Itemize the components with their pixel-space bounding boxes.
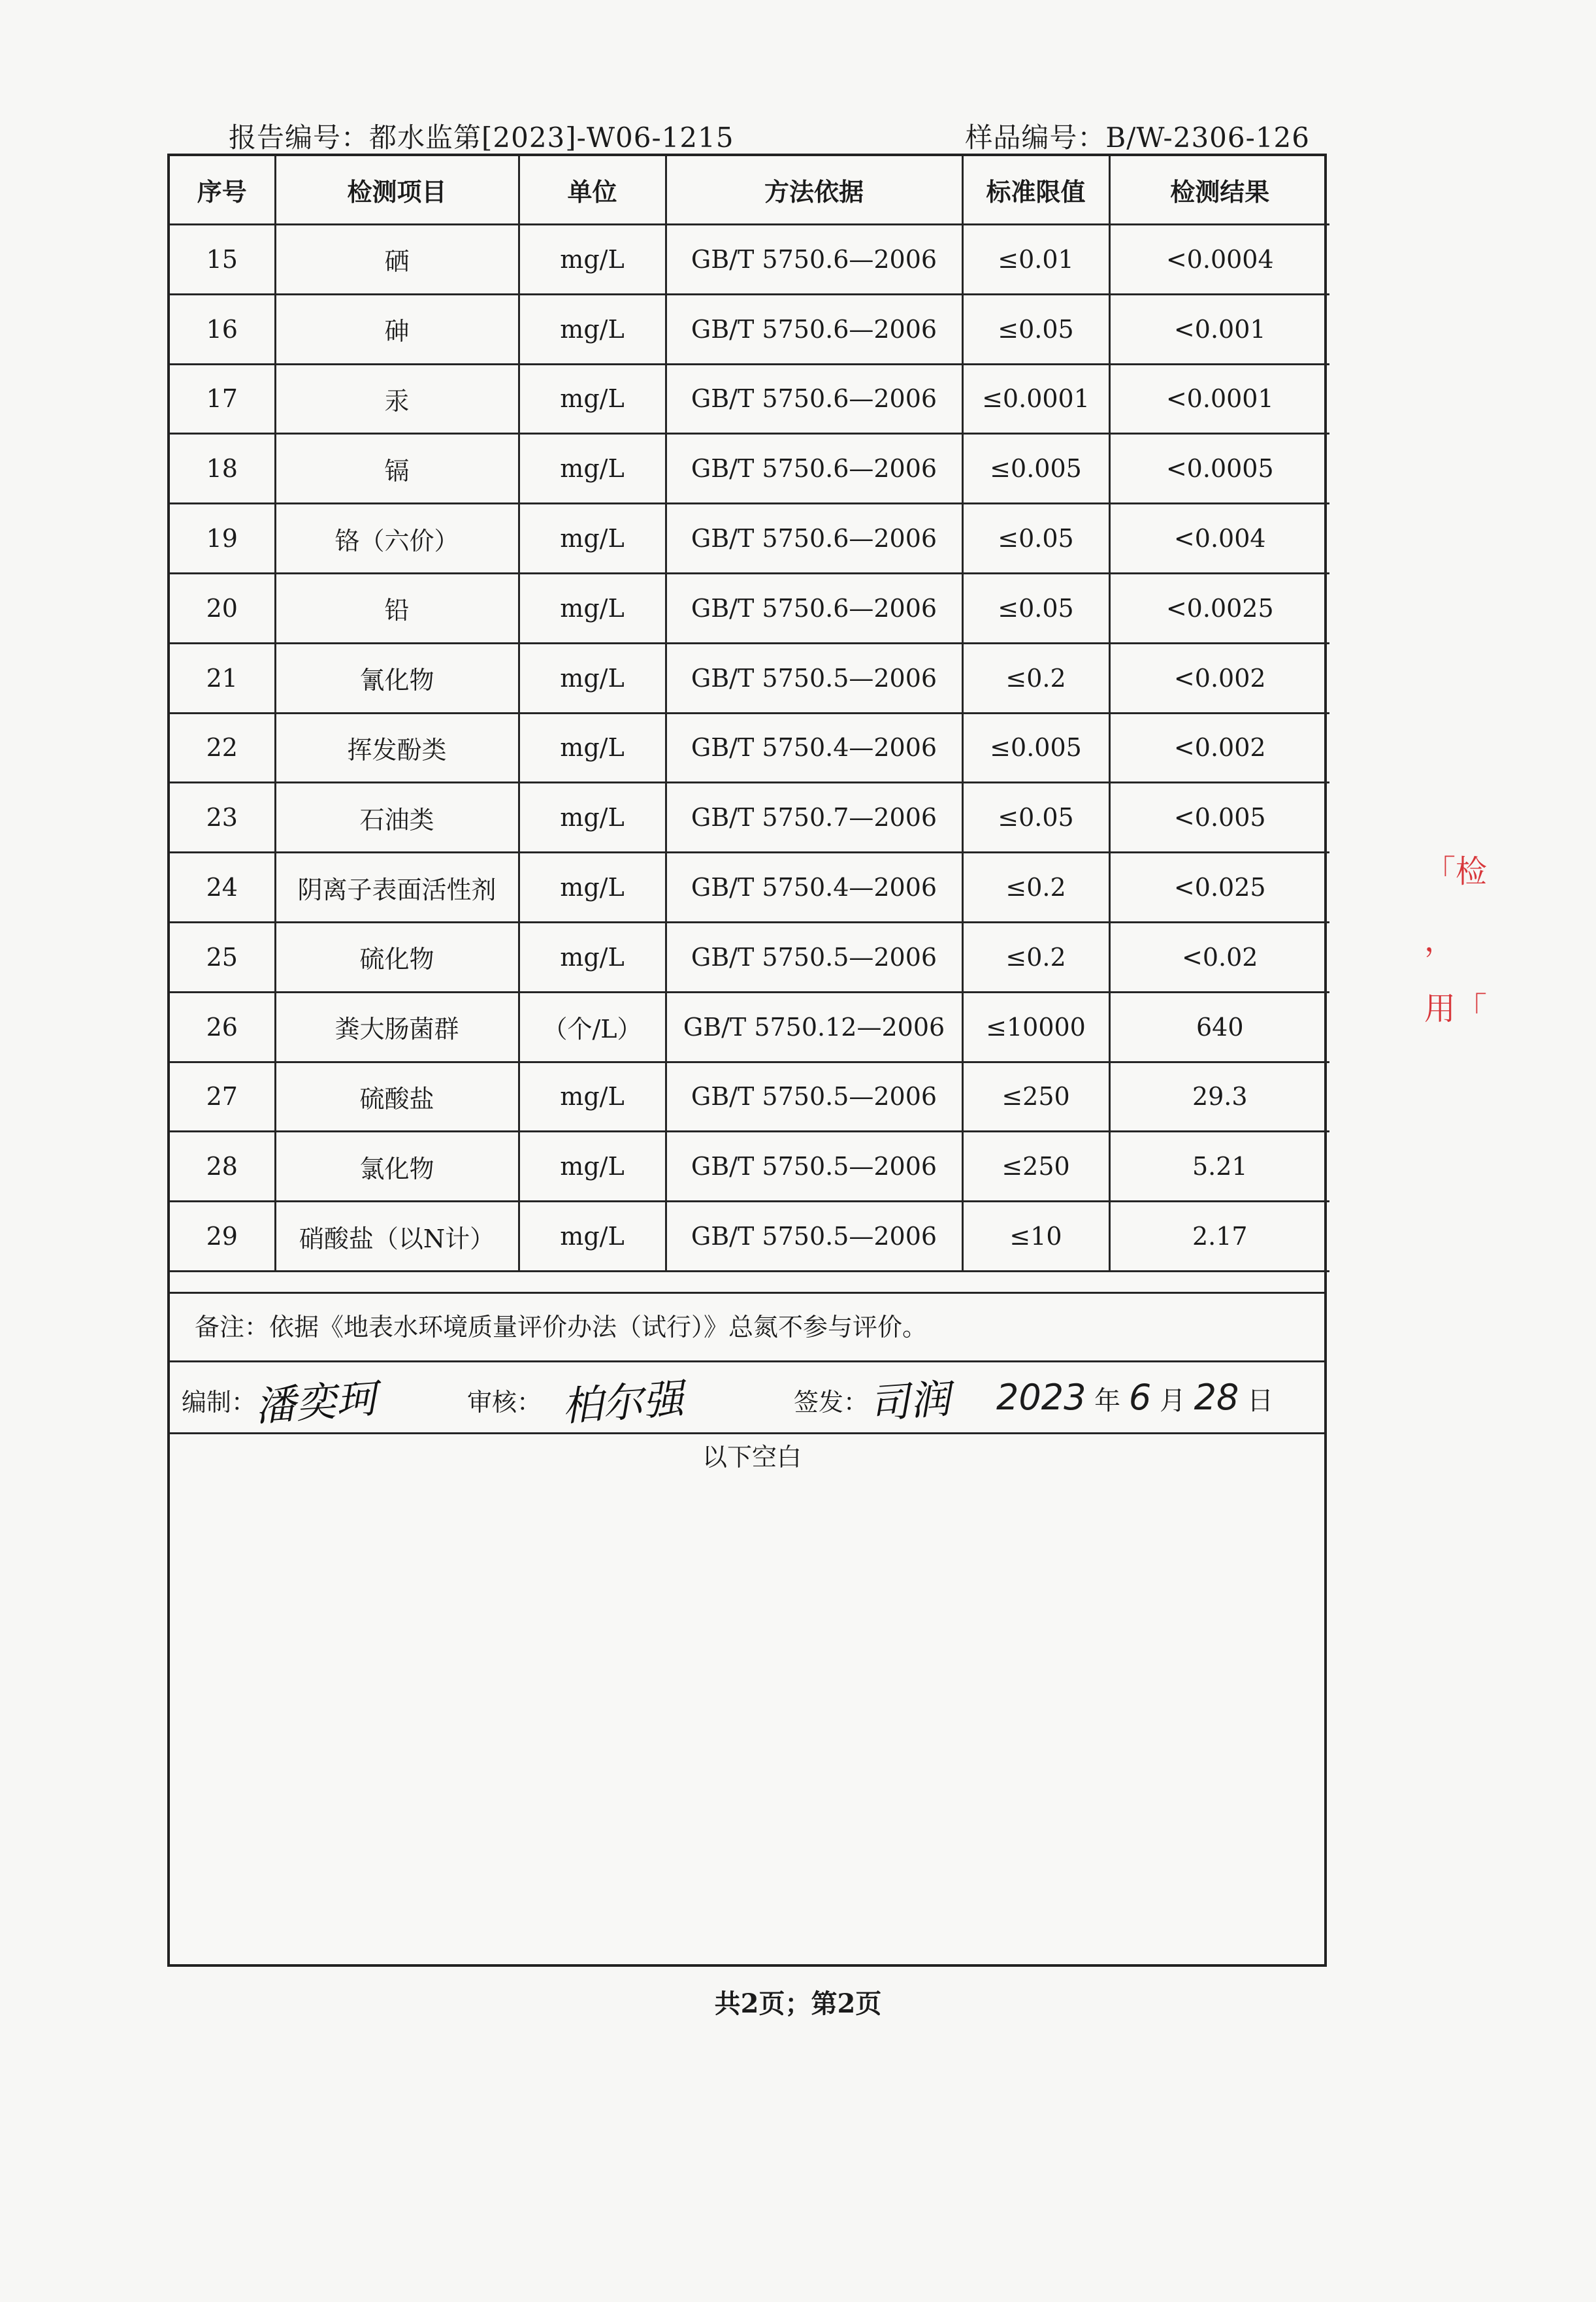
- cell-method: GB/T 5750.6—2006: [666, 573, 962, 643]
- cell-unit: mg/L: [519, 1062, 666, 1132]
- cell-result: 29.3: [1109, 1062, 1329, 1132]
- cell-limit: ≤0.2: [962, 853, 1109, 923]
- compiled-by-label: 编制：: [182, 1388, 257, 1417]
- sample-number: 样品编号：B/W-2306-126: [965, 122, 1310, 154]
- table-row: [170, 713, 1329, 783]
- cell-result: <0.001: [1109, 294, 1329, 364]
- cell-item: 石油类: [275, 783, 519, 853]
- table-row: [170, 504, 1329, 574]
- col-header-result: 检测结果: [1109, 156, 1329, 225]
- red-seal-stamp: [1424, 846, 1488, 1121]
- table-row: [170, 853, 1329, 923]
- cell-method: GB/T 5750.5—2006: [666, 1132, 962, 1202]
- cell-method: GB/T 5750.6—2006: [666, 294, 962, 364]
- cell-limit: ≤0.005: [962, 434, 1109, 504]
- cell-method: GB/T 5750.6—2006: [666, 225, 962, 295]
- cell-limit: ≤0.05: [962, 783, 1109, 853]
- report-number: 报告编号：都水监第[2023]-W06-1215: [229, 122, 734, 154]
- cell-unit: mg/L: [519, 573, 666, 643]
- cell-result: 5.21: [1109, 1132, 1329, 1202]
- cell-result: <0.025: [1109, 853, 1329, 923]
- cell-no: 17: [170, 364, 275, 434]
- cell-unit: mg/L: [519, 1132, 666, 1202]
- cell-item: 硫化物: [275, 922, 519, 992]
- col-header-no: 序号: [170, 156, 275, 225]
- cell-result: <0.0001: [1109, 364, 1329, 434]
- cell-item: 硝酸盐（以N计）: [275, 1202, 519, 1272]
- cell-no: 27: [170, 1062, 275, 1132]
- cell-item: 砷: [275, 294, 519, 364]
- cell-no: 22: [170, 713, 275, 783]
- cell-limit: ≤0.05: [962, 573, 1109, 643]
- date-month-char: 月: [1159, 1386, 1186, 1416]
- cell-no: 24: [170, 853, 275, 923]
- cell-item: 氰化物: [275, 643, 519, 713]
- table-row: [170, 225, 1329, 295]
- table-row: [170, 1062, 1329, 1132]
- col-header-unit: 单位: [519, 156, 666, 225]
- issue-date: [996, 1377, 1273, 1418]
- cell-method: GB/T 5750.5—2006: [666, 922, 962, 992]
- col-header-limit: 标准限值: [962, 156, 1109, 225]
- cell-item: 氯化物: [275, 1132, 519, 1202]
- cell-result: <0.02: [1109, 922, 1329, 992]
- signature-row: [170, 1362, 1324, 1434]
- results-table: [170, 156, 1329, 1272]
- cell-result: 640: [1109, 992, 1329, 1062]
- cell-no: 25: [170, 922, 275, 992]
- cell-method: GB/T 5750.6—2006: [666, 504, 962, 574]
- cell-item: 硫酸盐: [275, 1062, 519, 1132]
- table-row: [170, 364, 1329, 434]
- cell-method: GB/T 5750.7—2006: [666, 783, 962, 853]
- cell-no: 15: [170, 225, 275, 295]
- cell-unit: mg/L: [519, 294, 666, 364]
- cell-method: GB/T 5750.5—2006: [666, 1062, 962, 1132]
- cell-unit: mg/L: [519, 922, 666, 992]
- table-row: [170, 783, 1329, 853]
- cell-unit: mg/L: [519, 643, 666, 713]
- cell-no: 19: [170, 504, 275, 574]
- stamp-text: 「检 ， 用「: [1424, 853, 1488, 1027]
- cell-limit: ≤0.005: [962, 713, 1109, 783]
- cell-item: 铅: [275, 573, 519, 643]
- cell-result: <0.002: [1109, 643, 1329, 713]
- cell-result: <0.002: [1109, 713, 1329, 783]
- issued-by-signature: 司润: [867, 1374, 952, 1428]
- cell-limit: ≤10: [962, 1202, 1109, 1272]
- remark-note: 备注：依据《地表水环境质量评价办法（试行）》总氮不参与评价。: [170, 1292, 1324, 1362]
- cell-limit: ≤0.05: [962, 294, 1109, 364]
- cell-limit: ≤250: [962, 1062, 1109, 1132]
- cell-no: 21: [170, 643, 275, 713]
- cell-no: 23: [170, 783, 275, 853]
- cell-no: 18: [170, 434, 275, 504]
- cell-method: GB/T 5750.12—2006: [666, 992, 962, 1062]
- cell-item: 阴离子表面活性剂: [275, 853, 519, 923]
- table-row: [170, 992, 1329, 1062]
- cell-result: <0.005: [1109, 783, 1329, 853]
- cell-method: GB/T 5750.4—2006: [666, 713, 962, 783]
- col-header-item: 检测项目: [275, 156, 519, 225]
- col-header-method: 方法依据: [666, 156, 962, 225]
- cell-method: GB/T 5750.6—2006: [666, 434, 962, 504]
- table-row: [170, 1202, 1329, 1272]
- cell-unit: mg/L: [519, 1202, 666, 1272]
- table-header-row: [170, 156, 1329, 225]
- date-month: 6: [1128, 1377, 1152, 1418]
- cell-limit: ≤10000: [962, 992, 1109, 1062]
- cell-limit: ≤250: [962, 1132, 1109, 1202]
- cell-unit: mg/L: [519, 504, 666, 574]
- cell-result: <0.0005: [1109, 434, 1329, 504]
- table-row: [170, 1132, 1329, 1202]
- page-footer: 共2页；第2页: [714, 1988, 882, 2019]
- reviewed-by-signature: 柏尔强: [561, 1374, 685, 1431]
- cell-limit: ≤0.01: [962, 225, 1109, 295]
- cell-item: 镉: [275, 434, 519, 504]
- cell-no: 16: [170, 294, 275, 364]
- cell-unit: mg/L: [519, 853, 666, 923]
- cell-no: 28: [170, 1132, 275, 1202]
- table-row: [170, 434, 1329, 504]
- cell-unit: （个/L）: [519, 992, 666, 1062]
- table-row: [170, 294, 1329, 364]
- cell-item: 汞: [275, 364, 519, 434]
- cell-no: 20: [170, 573, 275, 643]
- compiled-by-signature: 潘奕珂: [253, 1374, 378, 1431]
- cell-result: <0.0004: [1109, 225, 1329, 295]
- cell-no: 29: [170, 1202, 275, 1272]
- table-row: [170, 573, 1329, 643]
- reviewed-by-label: 审核：: [467, 1388, 542, 1417]
- cell-item: 铬（六价）: [275, 504, 519, 574]
- cell-method: GB/T 5750.5—2006: [666, 643, 962, 713]
- cell-item: 粪大肠菌群: [275, 992, 519, 1062]
- blank-below-note: 以下空白: [702, 1443, 802, 1472]
- cell-unit: mg/L: [519, 783, 666, 853]
- cell-result: 2.17: [1109, 1202, 1329, 1272]
- cell-result: <0.0025: [1109, 573, 1329, 643]
- cell-limit: ≤0.0001: [962, 364, 1109, 434]
- cell-no: 26: [170, 992, 275, 1062]
- cell-limit: ≤0.05: [962, 504, 1109, 574]
- table-row: [170, 922, 1329, 992]
- cell-method: GB/T 5750.4—2006: [666, 853, 962, 923]
- date-day-char: 日: [1247, 1386, 1274, 1416]
- cell-unit: mg/L: [519, 713, 666, 783]
- cell-unit: mg/L: [519, 434, 666, 504]
- date-day: 28: [1194, 1377, 1239, 1418]
- table-row: [170, 643, 1329, 713]
- cell-limit: ≤0.2: [962, 922, 1109, 992]
- date-year: 2023: [996, 1377, 1086, 1418]
- cell-item: 硒: [275, 225, 519, 295]
- cell-method: GB/T 5750.5—2006: [666, 1202, 962, 1272]
- cell-limit: ≤0.2: [962, 643, 1109, 713]
- cell-unit: mg/L: [519, 225, 666, 295]
- cell-item: 挥发酚类: [275, 713, 519, 783]
- cell-method: GB/T 5750.6—2006: [666, 364, 962, 434]
- report-frame: [167, 154, 1327, 1967]
- cell-result: <0.004: [1109, 504, 1329, 574]
- cell-unit: mg/L: [519, 364, 666, 434]
- issued-by-label: 签发：: [794, 1388, 869, 1417]
- date-year-char: 年: [1094, 1386, 1121, 1416]
